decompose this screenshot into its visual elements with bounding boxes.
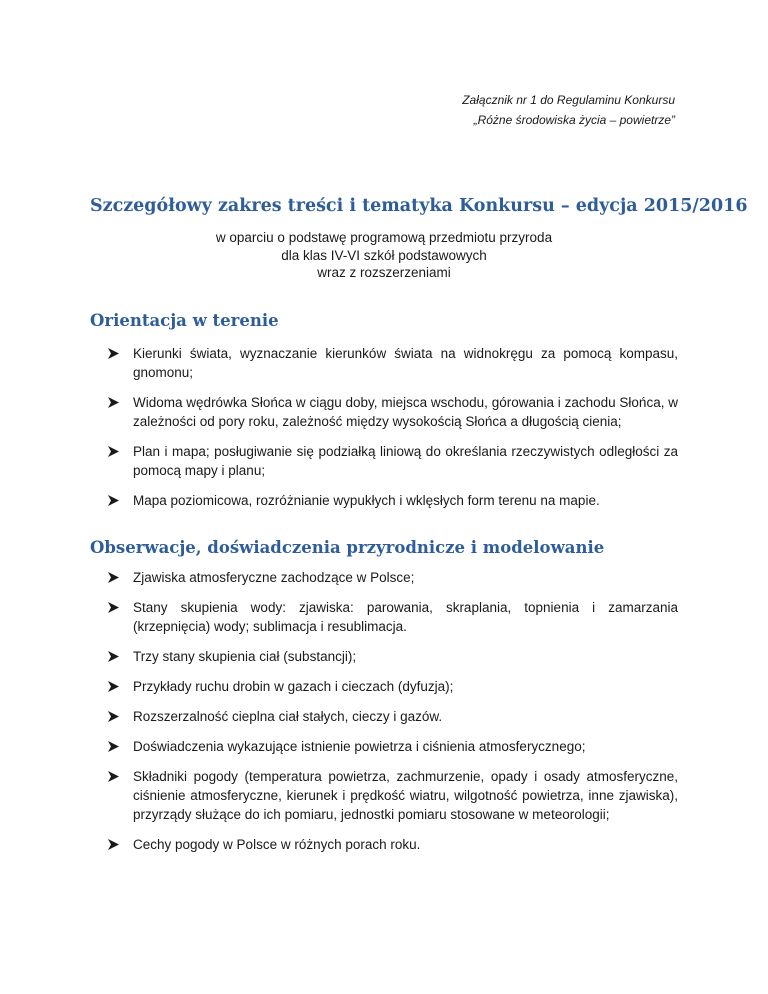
- list-item: [108, 568, 678, 587]
- subtitle-line-3: wraz z rozszerzeniami: [317, 265, 451, 280]
- section-list-orientation: [108, 344, 678, 510]
- subtitle-line-2: dla klas IV-VI szkół podstawowych: [281, 247, 487, 263]
- list-item: [108, 647, 678, 666]
- arrowhead-bullet-icon: [108, 651, 119, 662]
- arrowhead-bullet-icon: [108, 495, 119, 506]
- list-item-text: Składniki pogody (temperatura powietrza, zachmurzenie, opady i osady atmosferyczne, ciśnienie atmosferyczne, kierunek i prędkość wiatru, wilgotność powietrza, inne zjawiska), przyrządy służące do ich pomiaru, jednostki pomiaru stosowane w meteorologii;: [133, 769, 678, 822]
- list-item-text: Trzy stany skupienia ciał (substancji);: [133, 649, 357, 664]
- list-item-text: Przykłady ruchu drobin w gazach i cieczach (dyfuzja);: [133, 679, 454, 694]
- arrowhead-bullet-icon: [108, 572, 119, 583]
- arrowhead-bullet-icon: [108, 711, 119, 722]
- document-subtitle: [90, 229, 678, 282]
- section-list-observations: [108, 568, 678, 854]
- arrowhead-bullet-icon: [108, 839, 119, 850]
- list-item: [108, 737, 678, 756]
- list-item: [108, 707, 678, 726]
- arrowhead-bullet-icon: [108, 681, 119, 692]
- section-heading-observations: Obserwacje, doświadczenia przyrodnicze i modelowanie: [90, 538, 605, 557]
- list-item-text: Mapa poziomicowa, rozróżnianie wypukłych i wklęsłych form terenu na mapie.: [133, 493, 600, 508]
- list-item: [108, 442, 678, 480]
- list-item: [108, 393, 678, 431]
- list-item: [108, 767, 678, 824]
- list-item-text: Doświadczenia wykazujące istnienie powietrza i ciśnienia atmosferycznego;: [133, 739, 586, 754]
- list-item-text: Stany skupienia wody: zjawiska: parowania, skraplania, topnienia i zamarzania (krzepnięcia) wody; sublimacja i resublimacja.: [133, 600, 678, 634]
- annex-line-1: Załącznik nr 1 do Regulaminu Konkursu: [462, 93, 675, 107]
- list-item-text: Rozszerzalność cieplna ciał stałych, cieczy i gazów.: [133, 709, 443, 724]
- list-item-text: Widoma wędrówka Słońca w ciągu doby, miejsca wschodu, górowania i zachodu Słońca, w zależności od pory roku, zależność między wysokością Słońca a długością cienia;: [133, 395, 678, 429]
- list-item-text: Zjawiska atmosferyczne zachodzące w Polsce;: [133, 570, 415, 585]
- list-item-text: Cechy pogody w Polsce w różnych porach roku.: [133, 837, 421, 852]
- list-item-text: Plan i mapa; posługiwanie się podziałką liniową do określania rzeczywistych odległości za pomocą mapy i planu;: [133, 444, 678, 478]
- list-item: [108, 835, 678, 854]
- list-item: [108, 491, 678, 510]
- list-item: [108, 598, 678, 636]
- arrowhead-bullet-icon: [108, 741, 119, 752]
- list-item: [108, 677, 678, 696]
- arrowhead-bullet-icon: [108, 348, 119, 359]
- arrowhead-bullet-icon: [108, 397, 119, 408]
- list-item: [108, 344, 678, 382]
- arrowhead-bullet-icon: [108, 602, 119, 613]
- annex-note: [462, 90, 675, 130]
- document-title: Szczegółowy zakres treści i tematyka Konkursu – edycja 2015/2016: [90, 196, 748, 216]
- section-heading-orientation: Orientacja w terenie: [90, 311, 279, 330]
- list-item-text: Kierunki świata, wyznaczanie kierunków świata na widnokręgu za pomocą kompasu, gnomonu;: [133, 346, 678, 380]
- annex-line-2: „Różne środowiska życia – powietrze”: [473, 113, 675, 127]
- arrowhead-bullet-icon: [108, 446, 119, 457]
- arrowhead-bullet-icon: [108, 771, 119, 782]
- subtitle-line-1: w oparciu o podstawę programową przedmiotu przyroda: [215, 230, 553, 245]
